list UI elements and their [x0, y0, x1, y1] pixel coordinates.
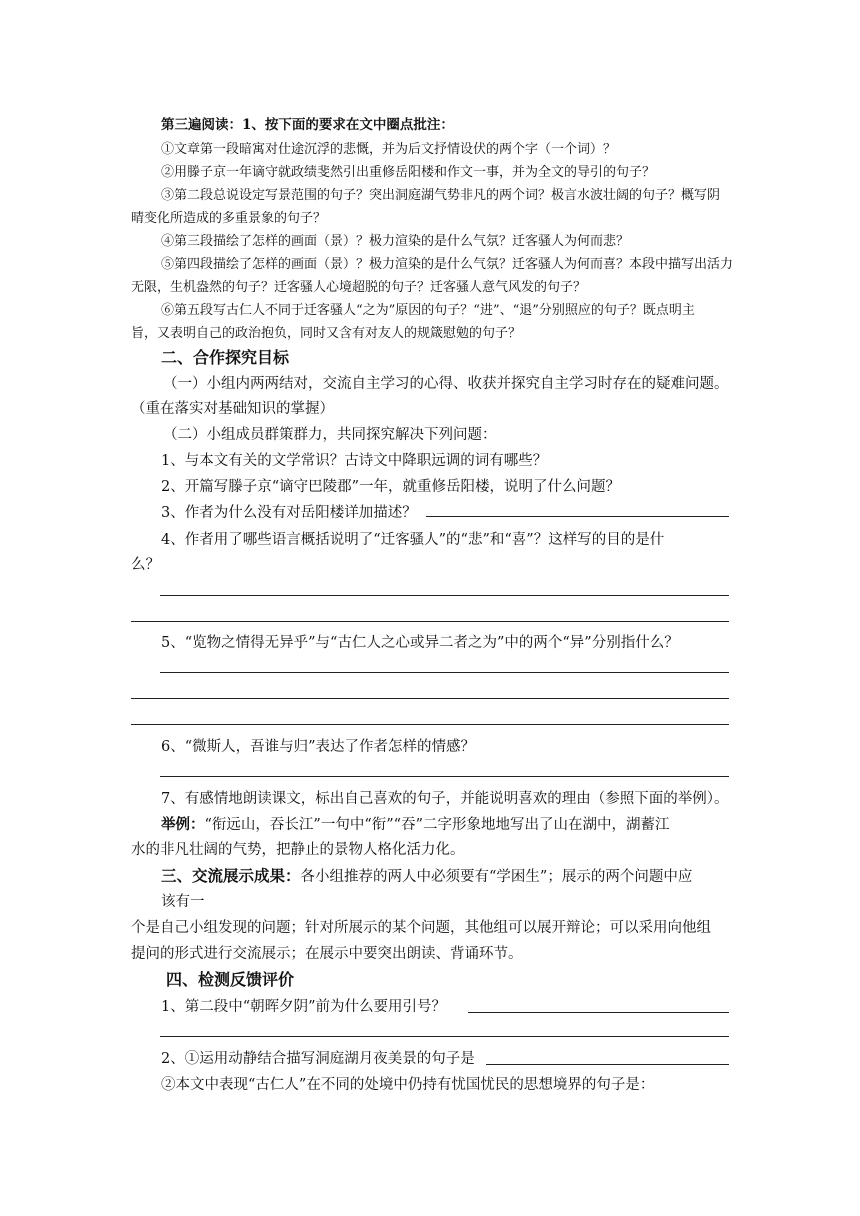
example-text: “衔远山，吞长江”一句中“衔”“吞”二字形象地地写出了山在湖中，湖蓄江: [204, 817, 670, 833]
display-text: 各小组推荐的两人中必须要有“学困生”；展示的两个问题中应: [300, 869, 693, 885]
cooperation-q7: 7、有感情地朗读课文，标出自己喜欢的句子，并能说明喜欢的理由（参照下面的举例）。: [161, 791, 729, 807]
cooperation-p1-line1: （一）小组内两两结对，交流自主学习的心得、收获并探究自主学习时存在的疑难问题。: [163, 376, 729, 392]
cooperation-q4-line2: 么？: [131, 557, 160, 573]
cooperation-q5: 5、“览物之情得无异乎”与“古仁人之心或异二者之为”中的两个“异”分别指什么？: [161, 635, 679, 651]
display-line3: 个是自己小组发现的问题；针对所展示的某个问题，其他组可以展开辩论；可以采用向他组: [131, 920, 711, 936]
cooperation-q6: 6、“微斯人，吾谁与归”表达了作者怎样的情感？: [161, 739, 476, 755]
answer-line: [160, 595, 729, 596]
third-reading-q3-line1: ③第二段总说设定写景范围的句子？突出洞庭湖气势非凡的两个词？极言水波壮阔的句子？概写阴: [161, 188, 721, 203]
feedback-heading: 四、检测反馈评价: [166, 970, 295, 989]
third-reading-q3-line2: 晴变化所造成的多重景象的句子？: [131, 211, 327, 226]
third-reading-q5-line2: 无限，生机盎然的句子？迁客骚人心境超脱的句子？迁客骚人意气风发的句子？: [131, 280, 587, 295]
example-line2: 水的非凡壮阔的气势，把静止的景物人格化活力化。: [131, 842, 465, 858]
cooperation-p1-line2: （重在落实对基础知识的掌握）: [131, 401, 334, 417]
cooperation-heading: 二、合作探究目标: [161, 348, 290, 367]
third-reading-q1: ①文章第一段暗寓对仕途沉浮的悲慨，并为后文抒情设伏的两个字（一个词）？: [161, 142, 617, 157]
third-reading-q6-line2: 旨，又表明自己的政治抱负，同时又含有对友人的规箴慰勉的句子？: [131, 326, 522, 341]
display-line1: [161, 864, 692, 886]
cooperation-q4-line1: 4、作者用了哪些语言概括说明了“迁客骚人”的“悲”和“喜”？这样写的目的是什: [161, 532, 665, 548]
answer-line: [131, 698, 729, 699]
answer-line: [160, 672, 729, 673]
answer-line: [426, 516, 729, 517]
cooperation-q3: 3、作者为什么没有对岳阳楼详加描述？: [161, 505, 417, 521]
answer-line: [160, 1036, 729, 1037]
answer-line: [131, 724, 729, 725]
example-line1: [161, 813, 669, 834]
display-line2: 该有一: [161, 894, 205, 910]
answer-line: [468, 1012, 729, 1013]
third-reading-q2: ②用滕子京一年谪守就政绩斐然引出重修岳阳楼和作文一事，并为全文的导引的句子？: [161, 165, 656, 180]
feedback-q2: 2、①运用动静结合描写洞庭湖月夜美景的句子是: [161, 1051, 475, 1067]
third-reading-q5-line1: ⑤第四段描绘了怎样的画面（景）？极力渲染的是什么气氛？迁客骚人为何而喜？本段中描写出活力: [161, 257, 734, 272]
cooperation-q1: 1、与本文有关的文学常识？古诗文中降职远调的词有哪些？: [161, 453, 548, 469]
cooperation-q2: 2、开篇写滕子京“谪守巴陵郡”一年，就重修岳阳楼，说明了什么问题？: [161, 479, 621, 495]
third-reading-q6-line1: ⑥第五段写古仁人不同于迁客骚人“之为”原因的句子？“进”、“退”分别照应的句子？既点明主: [161, 303, 695, 318]
display-line4: 提问的形式进行交流展示；在展示中要突出朗读、背诵环节。: [131, 946, 523, 962]
answer-line: [131, 621, 729, 622]
cooperation-p2: （二）小组成员群策群力，共同探究解决下列问题：: [163, 427, 497, 443]
answer-line: [160, 776, 729, 777]
feedback-q1: 1、第二段中“朝晖夕阴”前为什么要用引号？: [161, 999, 447, 1015]
third-reading-title: 第三遍阅读：1、按下面的要求在文中圈点批注：: [161, 117, 454, 133]
feedback-q3: ②本文中表现“古仁人”在不同的处境中仍持有忧国忧民的思想境界的句子是：: [161, 1077, 655, 1093]
third-reading-q4: ④第三段描绘了怎样的画面（景）？极力渲染的是什么气氛？迁客骚人为何而悲？: [161, 234, 630, 249]
answer-line: [486, 1064, 729, 1065]
example-label: 举例：: [161, 816, 205, 833]
display-heading: 三、交流展示成果：: [161, 866, 301, 885]
